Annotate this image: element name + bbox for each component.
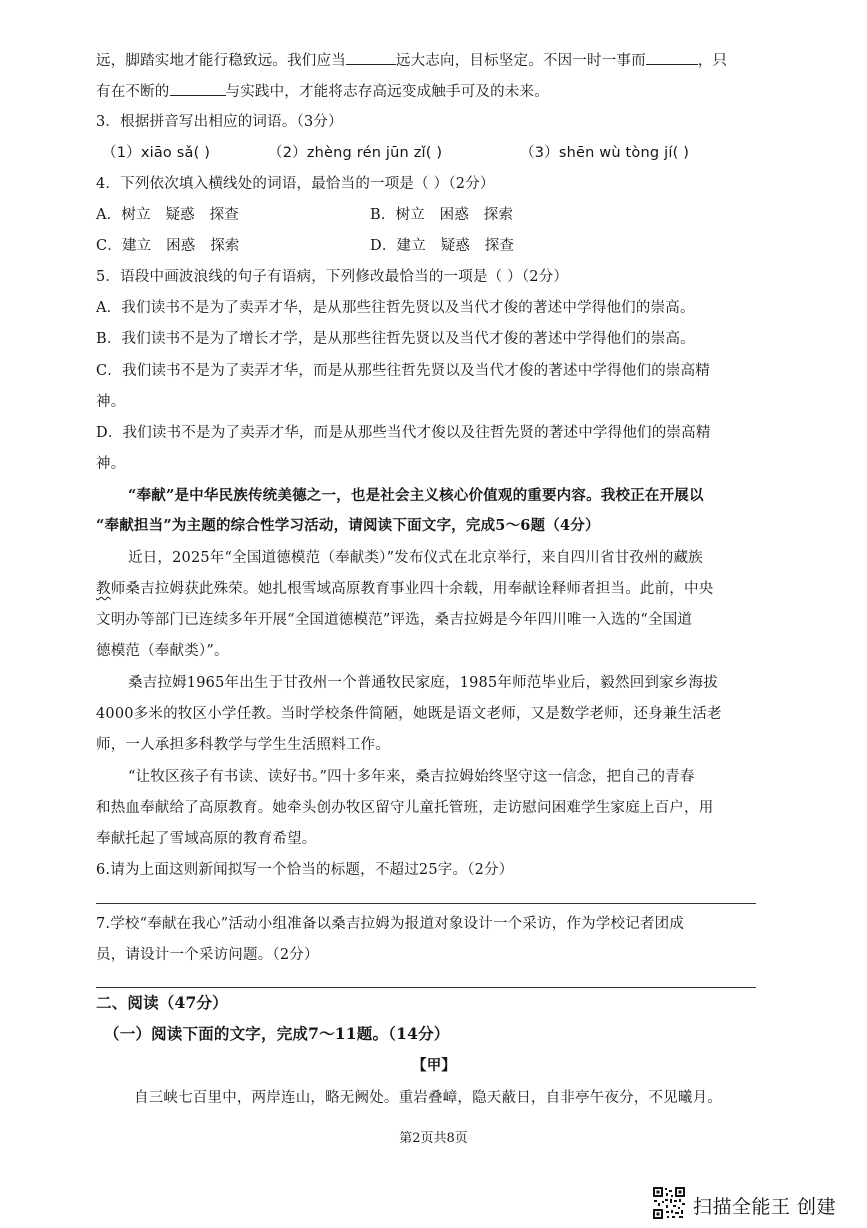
wavy-underlined-text: 教 — [96, 581, 111, 597]
q4-option-d: D．建立 疑惑 探查 — [370, 238, 515, 254]
classical-passage-line-1: 自三峡七百里中，两岸连山，略无阙处。重岩叠嶂，隐天蔽日，自非亭午夜分，不见曦月。 — [134, 1090, 722, 1106]
intro-text: ，只 — [697, 53, 728, 69]
q7-answer-line — [96, 987, 756, 988]
news-text: 师桑吉拉姆获此殊荣。她扎根雪域高原教育事业四十余载，用奉献诠释师者担当。此前，中央 — [110, 581, 714, 597]
news-p2-line-3: 师，一人承担多科教学与学生生活照料工作。 — [96, 737, 390, 753]
q6-stem: 6.请为上面这则新闻拟写一个恰当的标题，不超过25字。（2分） — [96, 862, 514, 878]
subsection-heading: （一）阅读下面的文字，完成7～11题。（14分） — [104, 1024, 450, 1043]
q5-option-d: D．我们读书不是为了卖弄才华，而是从那些当代才俊以及往哲先贤的著述中学得他们的崇高精 — [96, 425, 711, 441]
q3-pinyin-3: （3）shēn wù tòng jí( ) — [520, 145, 690, 161]
q4-option-a: A．树立 疑惑 探查 — [96, 207, 239, 223]
news-p2-line-2: 4000多米的牧区小学任教。当时学校条件简陋，她既是语文老师，又是数学老师，还身兼生活老 — [96, 706, 722, 722]
activity-intro-1: “奉献”是中华民族传统美德之一，也是社会主义核心价值观的重要内容。我校正在开展以 — [128, 487, 704, 504]
q3-pinyin-1: （1）xiāo sǎ( ) — [102, 145, 211, 161]
q5-option-b: B．我们读书不是为了增长才学，是从那些往哲先贤以及当代才俊的著述中学得他们的崇高。 — [96, 331, 695, 347]
q5-option-c-cont: 神。 — [96, 394, 126, 410]
news-p1-line-2 — [96, 579, 713, 599]
intro-text: 有在不断的 — [96, 84, 170, 100]
q5-option-a: A．我们读书不是为了卖弄才华，是从那些往哲先贤以及当代才俊的著述中学得他们的崇高。 — [96, 300, 695, 316]
news-p1-line-4: 德模范（奉献类）”。 — [96, 643, 229, 659]
page-number: 第2页共8页 — [399, 1131, 468, 1146]
qr-code-icon — [652, 1186, 686, 1220]
passage-label: 【甲】 — [412, 1057, 457, 1074]
q4-option-c: C．建立 困惑 探索 — [96, 238, 240, 254]
q3-stem: 3．根据拼音写出相应的词语。（3分） — [96, 114, 343, 130]
q5-option-c: C．我们读书不是为了卖弄才华，而是从那些往哲先贤以及当代才俊的著述中学得他们的崇高精 — [96, 363, 710, 379]
q5-stem: 5．语段中画波浪线的句子有语病，下列修改最恰当的一项是（ ）（2分） — [96, 269, 569, 285]
section-heading: 二、阅读（47分） — [96, 993, 228, 1012]
activity-intro-2: “奉献担当”为主题的综合性学习活动，请阅读下面文字，完成5～6题（4分） — [96, 517, 600, 534]
news-p2-line-1: 桑吉拉姆1965年出生于甘孜州一个普通牧民家庭，1985年师范毕业后，毅然回到家乡海拔 — [128, 675, 718, 691]
q5-option-d-cont: 神。 — [96, 456, 126, 472]
intro-text: 与实践中，才能将志存高远变成触手可及的未来。 — [225, 84, 549, 100]
news-p3-line-3: 奉献托起了雪域高原的教育希望。 — [96, 831, 317, 847]
news-p1-line-3: 文明办等部门已连续多年开展“全国道德模范”评选，桑吉拉姆是今年四川唯一入选的“全国道 — [96, 612, 693, 628]
news-p3-line-1: “让牧区孩子有书读、读好书。”四十多年来，桑吉拉姆始终坚守这一信念，把自己的青春 — [128, 769, 695, 785]
intro-text: 远大志向，目标坚定。不因一时一事而 — [395, 53, 646, 69]
intro-text: 远，脚踏实地才能行稳致远。我们应当 — [96, 53, 346, 69]
q7-stem-2: 员，请设计一个采访问题。（2分） — [96, 947, 319, 963]
news-p1-line-1: 近日，2025年“全国道德模范（奉献类）”发布仪式在北京举行，来自四川省甘孜州的藏族 — [128, 550, 703, 566]
watermark-text: 扫描全能王 创建 — [693, 1196, 837, 1218]
news-p3-line-2: 和热血奉献给了高原教育。她牵头创办牧区留守儿童托管班，走访慰问困难学生家庭上百户，用 — [96, 800, 714, 816]
q7-stem-1: 7.学校“奉献在我心”活动小组准备以桑吉拉姆为报道对象设计一个采访，作为学校记者团成 — [96, 916, 685, 932]
answer-blank — [646, 50, 698, 65]
answer-blank — [170, 81, 226, 96]
q6-answer-line — [96, 903, 756, 904]
answer-blank — [346, 50, 396, 65]
intro-line-1 — [96, 50, 727, 71]
q4-option-b: B．树立 困惑 探索 — [370, 207, 514, 223]
q4-stem: 4．下列依次填入横线处的词语，最恰当的一项是（ ）（2分） — [96, 176, 495, 192]
scanner-watermark — [652, 1186, 852, 1220]
q3-pinyin-2: （2）zhèng rén jūn zǐ( ) — [268, 145, 443, 161]
intro-line-2 — [96, 81, 549, 102]
